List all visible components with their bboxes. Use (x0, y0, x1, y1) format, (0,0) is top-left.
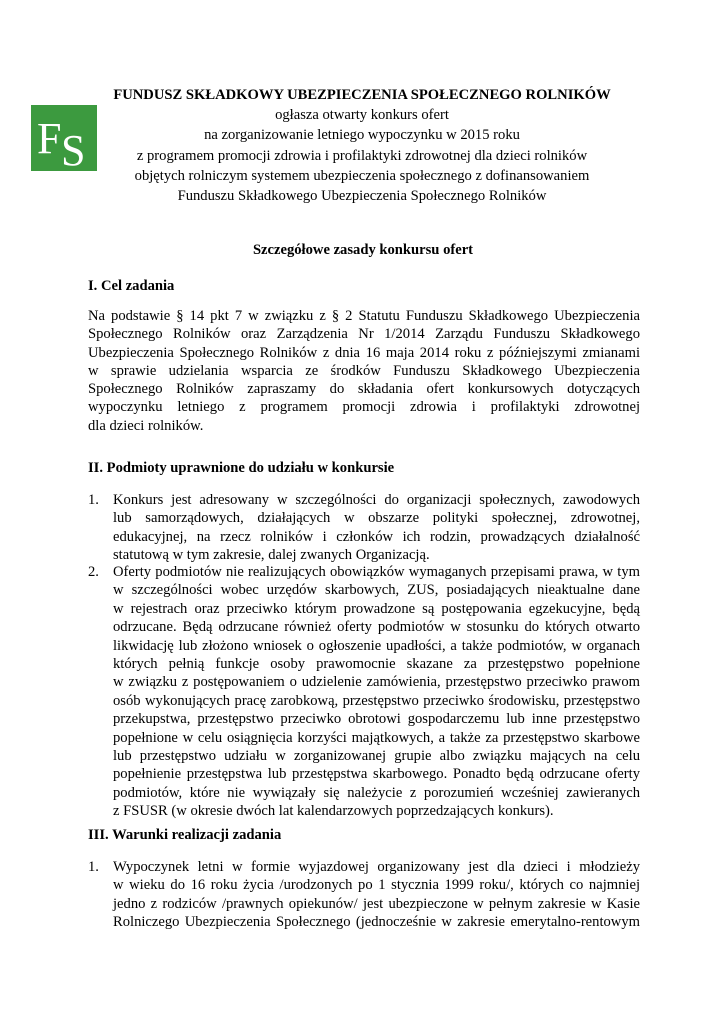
list-item-line: edukacyjnej, na rzecz rolników i członków ich rodzin, prowadzących działalność (113, 528, 640, 545)
list-item-line: Wypoczynek letni w formie wyjazdowej organizowany jest dla dzieci i młodzieży (113, 859, 640, 875)
paragraph-line: Społecznego Rolników oraz Zarządzenia Nr 1/2014 Zarządu Funduszu Składkowego (88, 326, 640, 343)
logo-letter-s: S (61, 126, 86, 171)
list-item-line: z FSUSR (w okresie dwóch lat kalendarzowych poprzedzających konkurs). (113, 803, 554, 820)
list-item-number: 1. (88, 492, 99, 508)
header-line: z programem promocji zdrowia i profilaktyki zdrowotnej dla dzieci rolników (136, 147, 588, 164)
paragraph-line: Na podstawie § 14 pkt 7 w związku z § 2 Statutu Funduszu Składkowego Ubezpieczenia (88, 308, 640, 324)
list-item-line: w szczególności wobec urzędów skarbowych, ZUS, posiadających nieaktualne dane (113, 582, 640, 599)
list-item-line: których pełnią funkcje osoby prawomocnie skazane za przestępstwo popełnione (113, 656, 640, 673)
section-2-title: II. Podmioty uprawnione do udziału w konkursie (88, 460, 395, 476)
header-line: na zorganizowanie letniego wypoczynku w 2015 roku (204, 127, 520, 144)
organization-name: FUNDUSZ SKŁADKOWY UBEZPIECZENIA SPOŁECZNEGO ROLNIKÓW (113, 87, 611, 103)
document-header (96, 85, 628, 206)
section-3-title: III. Warunki realizacji zadania (88, 827, 282, 843)
list-item-line: popełnienie przestępstwa lub przestępstwa skarbowego. Ponadto będą odrzucane oferty (113, 766, 640, 783)
list-item-number: 2. (88, 564, 99, 580)
list-item-line: przekupstwa, przestępstwo przeciwko obrotowi gospodarczemu lub inne przestępstwo (113, 711, 640, 728)
header-line: Funduszu Składkowego Ubezpieczenia Społecznego Rolników (177, 188, 547, 205)
paragraph-line: dla dzieci rolników. (88, 417, 204, 434)
list-item-line: osób wykonujących pracę zarobkową, przestępstwo przeciwko środowisku, przestępstwo (113, 692, 640, 709)
document-subheading: Szczegółowe zasady konkursu ofert (252, 242, 474, 258)
list-item-line: statutową w tym zakresie, dalej zwanych Organizacją. (113, 547, 430, 564)
fs-logo-mark (31, 105, 97, 171)
list-item-line: Oferty podmiotów nie realizujących obowiązków wymaganych przepisami prawa, w tym (113, 564, 640, 580)
paragraph-line: Społecznego Rolników zapraszamy do składania ofert konkursowych dotyczących (88, 381, 640, 398)
list-item-line: Rolniczego Ubezpieczenia Społecznego (jednocześnie w zakresie emerytalno-rentowym (113, 914, 640, 931)
section-1-paragraph (88, 307, 640, 435)
list-item-line: w związku z postępowaniem o udzielenie zamówienia, przestępstwo przeciwko prawom (113, 674, 640, 691)
header-line: ogłasza otwarty konkurs ofert (275, 107, 449, 124)
paragraph-line: Ubezpieczenia Społecznego Rolników z dnia 16 maja 2014 roku z późniejszymi zmianami (88, 344, 640, 361)
list-item-number: 1. (88, 859, 99, 875)
list-item-line: jedno z rodziców /prawnych opiekunów/ jest ubezpieczone w pełnym zakresie w Kasie (113, 895, 640, 912)
list-item-line: lub przestępstwo udziału w zorganizowanej grupie albo związku mających na celu (113, 748, 640, 765)
list-item-line: Konkurs jest adresowany w szczególności do organizacji społecznych, zawodowych (113, 492, 640, 508)
paragraph-line: wypoczynku letniego z programem promocji zdrowia i profilaktyki zdrowotnej (88, 399, 640, 416)
list-item-line: popełnione w celu osiągnięcia korzyści majątkowych, a także za przestępstwo skarbowe (113, 729, 640, 746)
list-item-line: w rejestrach oraz przeciwko którym prowadzone są postępowania egzekucyjne, będą (113, 600, 640, 617)
list-item-line: likwidację lub złożono wniosek o ogłoszenie upadłości, a także podmiotów, w organach (113, 637, 640, 654)
paragraph-line: w sprawie udzielania wsparcia ze środków Funduszu Składkowego Ubezpieczenia (88, 362, 640, 379)
header-line: objętych rolniczym systemem ubezpieczenia społecznego z dofinansowaniem (134, 167, 590, 184)
list-item-line: odrzucane. Będą odrzucane również oferty podmiotów w stosunku do których otwarto (113, 619, 640, 636)
logo-letter-f: F (37, 114, 62, 163)
list-item-line: lub samorządowych, działających w obszarze polityki społecznej, zdrowotnej, (113, 510, 640, 527)
list-item-line: w wieku do 16 roku życia /urodzonych po 1 stycznia 1999 roku/, których co najmniej (113, 877, 640, 894)
fsusr-logo (31, 105, 97, 171)
list-item (88, 858, 640, 932)
section-1-title: I. Cel zadania (88, 278, 175, 294)
list-item (88, 491, 640, 565)
list-item-line: podmiotów, które nie wywiązały się należycie z porozumień wcześniej zawieranych (113, 784, 640, 801)
list-item (88, 563, 640, 821)
